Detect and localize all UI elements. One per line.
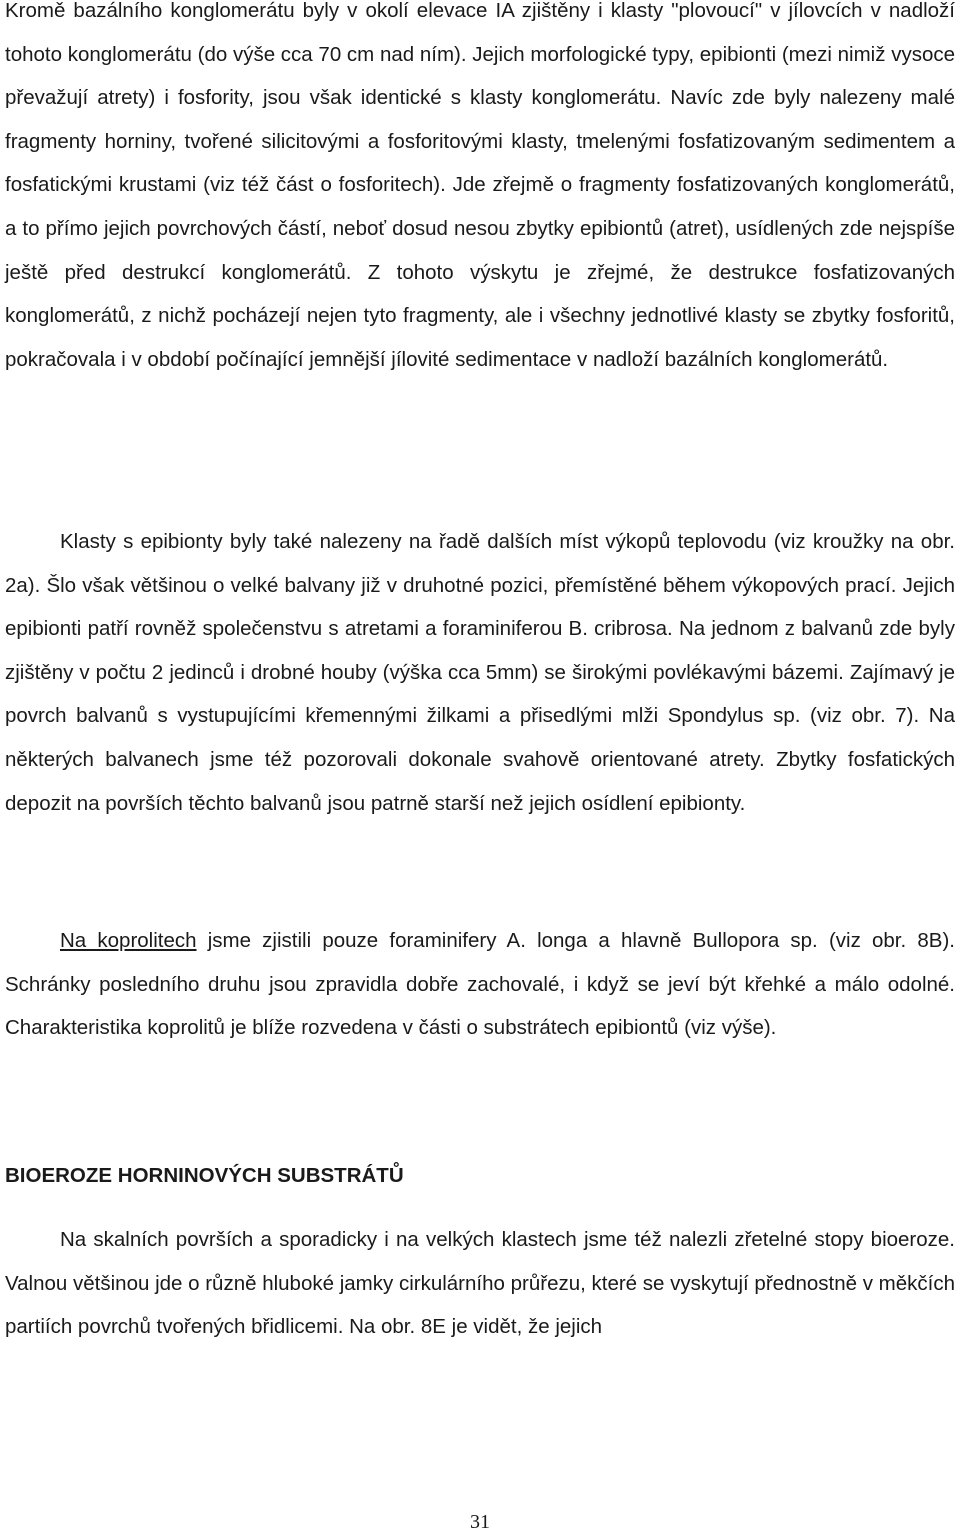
section-heading: BIOEROZE HORNINOVÝCH SUBSTRÁTŮ: [5, 1164, 404, 1187]
paragraph-boulders-epibionts: Klasty s epibionty byly také nalezeny na řadě dalších míst výkopů teplovodu (viz kroužky na obr. 2a). Šlo však většinou o velké balvany již v druhotné pozici, přemístěné během výkopových prací. Jejich epibionti patří rovněž společenstvu s atretami a foraminiferou B. cribrosa. Na jednom z balvanů zde byly zjištěny v počtu 2 jedinců i drobné houby (výška cca 5mm) se širokými povlékavými bázemi. Zajímavý je povrch balvanů s vystupujícími křemennými žilkami a přisedlými mlži Spondylus sp. (viz obr. 7). Na některých balvanech jsme též pozorovali dokonale svahově orientované atrety. Zbytky fosfatických depozit na površích těchto balvanů jsou patrně starší než jejich osídlení epibionty.: [5, 530, 955, 815]
paragraph-bioerosion: Na skalních površích a sporadicky i na velkých klastech jsme též nalezli zřetelné stopy bioeroze. Valnou většinou jde o různě hluboké jamky cirkulárního průřezu, které se vyskytují přednostně v měkčích partiích povrchů tvořených břidlicemi. Na obr. 8E je vidět, že jejich: [5, 1228, 955, 1339]
page-number: 31: [470, 1511, 490, 1533]
paragraph-coprolites-text: jsme zjistili pouze foraminifery A. longa a hlavně Bullopora sp. (viz obr. 8B). Schránky posledního druhu jsou zpravidla dobře zachovalé, i když se jeví být křehké a málo odolné. Charakteristika koprolitů je blíže rozvedena v části o substrátech epibiontů (viz výše).: [5, 929, 955, 1040]
paragraph-conglomerate-clasts: Kromě bazálního konglomerátu byly v okolí elevace IA zjištěny i klasty "plovoucí" v jílovcích v nadloží tohoto konglomerátu (do výše cca 70 cm nad ním). Jejich morfologické typy, epibionti (mezi nimiž vysoce převažují atrety) i fosfority, jsou však identické s klasty konglomerátu. Navíc zde byly nalezeny malé fragmenty horniny, tvořené silicitovými a fosforitovými klasty, tmelenými fosfatizovaným sedimentem a fosfatickými krustami (viz též část o fosforitech). Jde zřejmě o fragmenty fosfatizovaných konglomerátů, a to přímo jejich povrchových částí, neboť dosud nesou zbytky epibiontů (atret), usídlených zde nejspíše ještě před destrukcí konglomerátů. Z tohoto výskytu je zřejmé, že destrukce fosfatizovaných konglomerátů, z nichž pocházejí nejen tyto fragmenty, ale i všechny jednotlivé klasty se zbytky fosforitů, pokračovala i v období počínající jemnější jílovité sedimentace v nadloží bazálních konglomerátů.: [5, 0, 955, 371]
underlined-lead: Na koprolitech: [60, 929, 197, 952]
paragraph-coprolites: [5, 919, 955, 1050]
